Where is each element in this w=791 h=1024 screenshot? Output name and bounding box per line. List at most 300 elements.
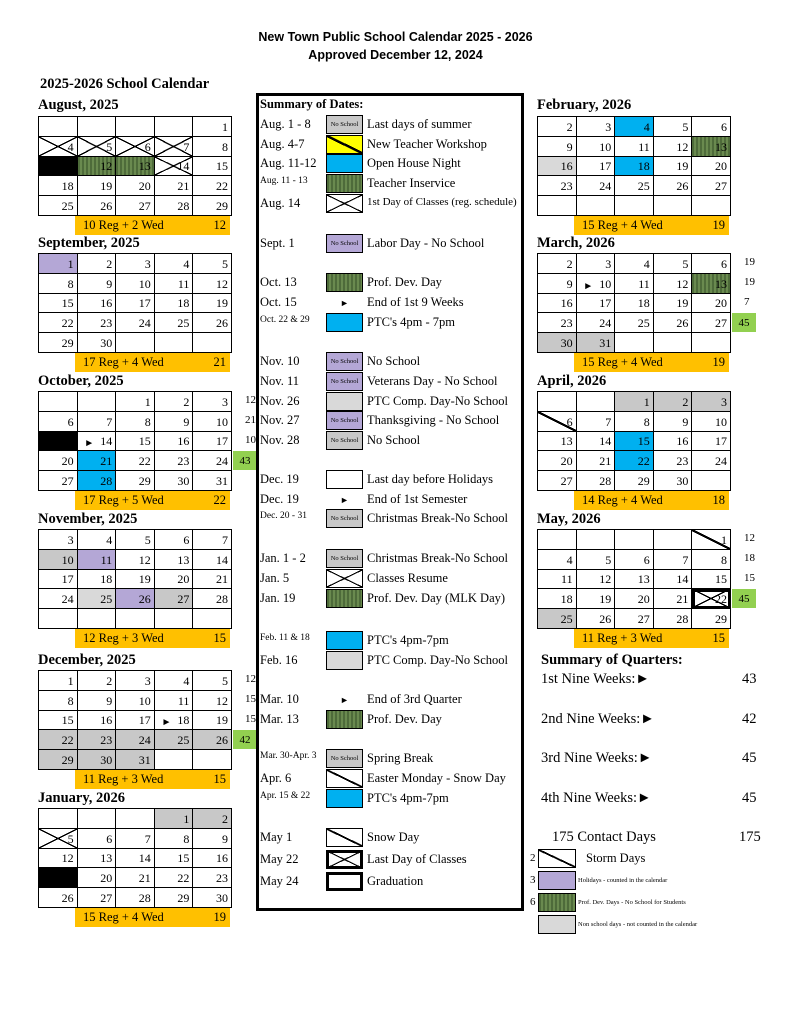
day-cell: 24 [39, 589, 78, 609]
day-cell: 21 [654, 589, 693, 609]
legend-label: Prof. Dev. Days - No School for Students [578, 899, 686, 906]
summary-swatch [326, 850, 363, 869]
day-cell: 5 [78, 137, 117, 157]
quarter-label: 1st Nine Weeks:► [541, 671, 650, 687]
summary-label: End of 3rd Quarter [367, 692, 462, 706]
summary-swatch: No School [326, 431, 363, 450]
legend-label: Non school days - not counted in the calendar [578, 921, 698, 928]
summary-total: 19 [712, 355, 725, 369]
summary-label: No School [367, 354, 421, 368]
summary-date: Aug. 1 - 8 [260, 117, 311, 131]
day-cell: 27 [39, 471, 78, 491]
quarter-label: 2nd Nine Weeks:► [541, 710, 655, 727]
day-cell: 12 [39, 849, 78, 869]
summary-swatch: ► [340, 694, 349, 705]
day-cell: 31 [577, 333, 616, 353]
month-summary [574, 216, 729, 235]
day-cell [155, 609, 194, 629]
day-cell [193, 333, 232, 353]
day-cell [116, 809, 155, 829]
day-cell: 2 [538, 117, 577, 137]
day-cell: 20 [538, 451, 577, 471]
day-cell: 22 [39, 313, 78, 333]
day-cell [39, 117, 78, 137]
day-cell: 28 [155, 196, 194, 216]
summary-date: Jan. 19 [260, 591, 296, 605]
summary-date: Nov. 28 [260, 433, 300, 447]
day-cell: 6 [39, 412, 78, 432]
day-cell: 31 [116, 750, 155, 770]
day-cell: 3 [577, 117, 616, 137]
day-cell: 11 [39, 157, 78, 177]
day-cell: 18 [39, 176, 78, 196]
day-cell: 28 [116, 888, 155, 908]
day-cell: 24 [116, 313, 155, 333]
day-cell: 20 [692, 294, 731, 314]
day-cell: 24 [692, 451, 731, 471]
summary-label: PTC's 4pm - 7pm [367, 315, 456, 329]
day-cell: 29 [615, 471, 654, 491]
legend-count: 6 [530, 896, 536, 908]
day-cell: 30 [78, 333, 117, 353]
summary-label: Spring Break [367, 751, 434, 765]
day-cell: 19 [39, 868, 78, 888]
summary-label: PTC Comp. Day-No School [367, 394, 508, 408]
summary-date: Aug. 14 [260, 196, 301, 210]
day-cell: 19 [116, 570, 155, 590]
summary-label: PTC's 4pm-7pm [367, 791, 449, 805]
day-cell: 14 [654, 570, 693, 590]
quarter-label: 3rd Nine Weeks:► [541, 750, 653, 766]
summary-label: End of 1st 9 Weeks [367, 295, 464, 309]
day-cell [39, 809, 78, 829]
side-count: 18 [744, 552, 755, 564]
day-cell: 20 [692, 157, 731, 177]
month-grid [38, 529, 232, 629]
summary-swatch [326, 769, 363, 788]
day-cell: 7 [577, 412, 616, 432]
day-cell: 17 [577, 294, 616, 314]
day-cell: 1 [615, 392, 654, 412]
day-cell: 14 [116, 849, 155, 869]
day-cell: 22 [116, 451, 155, 471]
day-cell: 12 [193, 691, 232, 711]
day-cell: 25 [538, 609, 577, 629]
day-cell: 7 [155, 137, 194, 157]
day-cell: 28 [577, 471, 616, 491]
day-cell: 5 [654, 117, 693, 137]
day-cell [615, 530, 654, 550]
day-cell: 20 [155, 570, 194, 590]
month-title: September, 2025 [38, 235, 140, 251]
day-cell: 24 [577, 313, 616, 333]
month-grid [537, 391, 731, 491]
day-cell: 15 [692, 570, 731, 590]
day-cell: 24 [577, 176, 616, 196]
summary-label: Prof. Dev. Day [367, 275, 442, 289]
month-summary [574, 353, 729, 372]
day-cell: 9 [155, 412, 194, 432]
day-cell [538, 530, 577, 550]
day-cell [654, 333, 693, 353]
day-cell: 11 [78, 550, 117, 570]
summary-date: Nov. 10 [260, 354, 300, 368]
day-cell: 30 [654, 471, 693, 491]
quarter-value: 45 [742, 789, 757, 806]
summary-swatch: No School [326, 115, 363, 134]
summary-date: Aug. 11 - 13 [260, 176, 308, 186]
day-cell [538, 392, 577, 412]
day-cell: 7 [78, 412, 117, 432]
day-cell: 28 [193, 589, 232, 609]
day-cell [193, 609, 232, 629]
day-cell: 20 [39, 451, 78, 471]
day-cell: 9 [538, 137, 577, 157]
month-summary [75, 629, 230, 648]
summary-reg: 11 Reg + 3 Wed [83, 772, 164, 786]
summary-date: Dec. 20 - 31 [260, 511, 307, 521]
day-cell: 21 [78, 451, 117, 471]
summary-total: 21 [213, 355, 226, 369]
day-cell: 15 [39, 711, 78, 731]
summary-label: Prof. Dev. Day (MLK Day) [367, 591, 506, 605]
month-title: February, 2026 [537, 97, 632, 113]
day-cell: ► 14 [78, 432, 117, 452]
day-cell: 27 [692, 313, 731, 333]
day-cell: 17 [692, 432, 731, 452]
summary-date: Mar. 13 [260, 712, 299, 726]
summary-label: Open House Night [367, 156, 461, 170]
day-cell: ► 10 [577, 274, 616, 294]
day-cell: 1 [692, 530, 731, 550]
summary-date: Oct. 13 [260, 275, 297, 289]
month-summary [574, 629, 729, 648]
day-cell: 15 [39, 294, 78, 314]
day-cell: 28 [654, 609, 693, 629]
day-cell: 4 [615, 254, 654, 274]
day-cell: 2 [78, 671, 117, 691]
side-count: 15 [245, 713, 256, 725]
summary-reg: 12 Reg + 3 Wed [83, 631, 164, 645]
day-cell: 13 [39, 432, 78, 452]
day-cell: 30 [155, 471, 194, 491]
day-cell: 10 [116, 274, 155, 294]
day-cell: 29 [39, 750, 78, 770]
side-count: 43 [233, 451, 257, 470]
summary-date: Nov. 27 [260, 413, 300, 427]
day-cell: 6 [538, 412, 577, 432]
day-cell: 15 [116, 432, 155, 452]
summary-date: Sept. 1 [260, 236, 295, 250]
day-cell: 23 [155, 451, 194, 471]
day-cell: 27 [116, 196, 155, 216]
day-cell: 11 [538, 570, 577, 590]
day-cell: 5 [116, 530, 155, 550]
day-cell: 30 [538, 333, 577, 353]
day-cell: 23 [538, 313, 577, 333]
day-cell: 6 [78, 829, 117, 849]
month-title: April, 2026 [537, 373, 607, 389]
summary-date: Oct. 15 [260, 295, 297, 309]
summary-reg: 15 Reg + 4 Wed [582, 355, 663, 369]
summary-swatch [326, 789, 363, 808]
summary-title: Summary of Dates: [260, 97, 364, 111]
day-cell: 13 [155, 550, 194, 570]
day-cell: 25 [615, 176, 654, 196]
day-cell: 22 [39, 730, 78, 750]
month-title: May, 2026 [537, 511, 601, 527]
summary-total: 18 [712, 493, 725, 507]
day-cell [155, 333, 194, 353]
day-cell: 7 [116, 829, 155, 849]
summary-swatch [326, 313, 363, 332]
day-cell [39, 609, 78, 629]
day-cell: 29 [116, 471, 155, 491]
day-cell: 14 [193, 550, 232, 570]
day-cell: 26 [193, 313, 232, 333]
day-cell: 11 [155, 274, 194, 294]
summary-date: May 24 [260, 874, 299, 888]
side-count: 19 [744, 276, 755, 288]
day-cell [78, 117, 117, 137]
side-count: 21 [245, 414, 256, 426]
day-cell [193, 750, 232, 770]
day-cell [116, 609, 155, 629]
day-cell: 10 [39, 550, 78, 570]
day-cell [78, 809, 117, 829]
summary-label: 1st Day of Classes (reg. schedule) [367, 196, 517, 208]
day-cell: 13 [692, 274, 731, 294]
month-grid [38, 670, 232, 770]
day-cell: 20 [116, 176, 155, 196]
summary-reg: 15 Reg + 4 Wed [582, 218, 663, 232]
day-cell: 20 [78, 868, 117, 888]
summary-date: Aug. 11-12 [260, 156, 317, 170]
summary-date: Feb. 11 & 18 [260, 633, 310, 643]
day-cell: 19 [193, 294, 232, 314]
summary-label: Christmas Break-No School [367, 551, 508, 565]
month-grid [537, 116, 731, 216]
day-cell: 13 [538, 432, 577, 452]
day-cell: 12 [654, 274, 693, 294]
day-cell: 29 [39, 333, 78, 353]
day-cell: 8 [193, 137, 232, 157]
summary-date: Mar. 30-Apr. 3 [260, 751, 317, 761]
month-title: October, 2025 [38, 373, 124, 389]
month-grid [38, 116, 232, 216]
day-cell: 18 [78, 570, 117, 590]
summary-label: Teacher Inservice [367, 176, 456, 190]
day-cell: 25 [78, 589, 117, 609]
quarters-title: Summary of Quarters: [541, 652, 683, 668]
day-cell: 22 [193, 176, 232, 196]
day-cell: 4 [615, 117, 654, 137]
legend-swatch [538, 915, 576, 934]
summary-reg: 15 Reg + 4 Wed [83, 910, 164, 924]
legend-label: Holidays - counted in the calendar [578, 877, 668, 884]
summary-label: PTC's 4pm-7pm [367, 633, 449, 647]
day-cell: 11 [615, 137, 654, 157]
day-cell: 8 [39, 691, 78, 711]
side-count: 45 [732, 313, 756, 332]
day-cell: 10 [193, 412, 232, 432]
month-grid [537, 529, 731, 629]
month-grid [38, 253, 232, 353]
day-cell: 8 [615, 412, 654, 432]
day-cell: 11 [615, 274, 654, 294]
summary-label: Last day before Holidays [367, 472, 494, 486]
day-cell: 14 [155, 157, 194, 177]
day-cell [615, 333, 654, 353]
day-cell: 12 [577, 570, 616, 590]
day-cell: 29 [155, 888, 194, 908]
summary-date: May 22 [260, 852, 299, 866]
day-cell: 1 [193, 117, 232, 137]
summary-swatch [326, 872, 363, 891]
day-cell [692, 196, 731, 216]
day-cell: 25 [39, 196, 78, 216]
day-cell [577, 196, 616, 216]
day-cell [654, 196, 693, 216]
day-cell: 4 [39, 137, 78, 157]
day-cell: 12 [116, 550, 155, 570]
day-cell: 10 [692, 412, 731, 432]
summary-date: Nov. 26 [260, 394, 300, 408]
summary-label: Classes Resume [367, 571, 448, 585]
summary-reg: 17 Reg + 5 Wed [83, 493, 164, 507]
day-cell: 3 [577, 254, 616, 274]
day-cell: ► 18 [155, 711, 194, 731]
day-cell: 5 [654, 254, 693, 274]
summary-label: Graduation [367, 874, 424, 888]
legend-swatch [538, 849, 576, 868]
day-cell: 21 [577, 451, 616, 471]
summary-label: Labor Day - No School [367, 236, 485, 250]
summary-date: Dec. 19 [260, 492, 299, 506]
summary-reg: 17 Reg + 4 Wed [83, 355, 164, 369]
day-cell: 3 [193, 392, 232, 412]
day-cell: 19 [78, 176, 117, 196]
day-cell: 24 [193, 451, 232, 471]
summary-swatch: No School [326, 749, 363, 768]
month-summary [574, 491, 729, 510]
quarter-label: 4th Nine Weeks:► [541, 789, 652, 806]
summary-date: Feb. 16 [260, 653, 298, 667]
day-cell: 7 [654, 550, 693, 570]
day-cell: 16 [654, 432, 693, 452]
day-cell [78, 392, 117, 412]
summary-swatch: No School [326, 234, 363, 253]
side-count: 7 [744, 296, 750, 308]
day-cell: 10 [577, 137, 616, 157]
summary-swatch: ► [340, 494, 349, 505]
month-summary [75, 353, 230, 372]
day-cell: 2 [538, 254, 577, 274]
day-cell: 12 [654, 137, 693, 157]
month-grid [38, 808, 232, 908]
summary-date: Oct. 22 & 29 [260, 315, 310, 325]
summary-label: Snow Day [367, 830, 420, 844]
side-count: 12 [744, 532, 755, 544]
month-grid [38, 391, 232, 491]
day-cell: 29 [193, 196, 232, 216]
day-cell: 17 [39, 570, 78, 590]
day-cell: 5 [39, 829, 78, 849]
summary-swatch: No School [326, 411, 363, 430]
summary-label: Christmas Break-No School [367, 511, 508, 525]
day-cell: 9 [78, 274, 117, 294]
summary-label: Thanksgiving - No School [367, 413, 500, 427]
day-cell: 8 [39, 274, 78, 294]
day-cell: 8 [692, 550, 731, 570]
day-cell [116, 333, 155, 353]
summary-label: Prof. Dev. Day [367, 712, 442, 726]
day-cell: 23 [78, 730, 117, 750]
day-cell: 15 [193, 157, 232, 177]
summary-label: New Teacher Workshop [367, 137, 487, 151]
summary-swatch [326, 174, 363, 193]
day-cell: 21 [193, 570, 232, 590]
summary-swatch [326, 194, 363, 213]
legend-label: Storm Days [586, 851, 646, 865]
day-cell: 30 [78, 750, 117, 770]
day-cell: 18 [615, 157, 654, 177]
day-cell: 16 [78, 294, 117, 314]
side-count: 10 [245, 434, 256, 446]
month-summary [75, 770, 230, 789]
summary-reg: 11 Reg + 3 Wed [582, 631, 663, 645]
day-cell: 29 [692, 609, 731, 629]
day-cell: 13 [78, 849, 117, 869]
side-count: 15 [245, 693, 256, 705]
day-cell: 4 [78, 530, 117, 550]
month-grid [537, 253, 731, 353]
summary-reg: 10 Reg + 2 Wed [83, 218, 164, 232]
day-cell: 26 [116, 589, 155, 609]
day-cell: 21 [155, 176, 194, 196]
day-cell: 7 [193, 530, 232, 550]
day-cell: 26 [193, 730, 232, 750]
day-cell: 18 [538, 589, 577, 609]
day-cell: 23 [654, 451, 693, 471]
day-cell: 6 [155, 530, 194, 550]
day-cell: 25 [615, 313, 654, 333]
day-cell [155, 117, 194, 137]
day-cell: 8 [116, 412, 155, 432]
summary-label: Easter Monday - Snow Day [367, 771, 506, 785]
summary-swatch [326, 135, 363, 154]
day-cell: 5 [193, 671, 232, 691]
day-cell: 26 [654, 176, 693, 196]
day-cell: 4 [538, 550, 577, 570]
summary-date: Nov. 11 [260, 374, 300, 388]
day-cell: 13 [116, 157, 155, 177]
day-cell: 3 [116, 254, 155, 274]
day-cell: 31 [193, 471, 232, 491]
day-cell: 8 [155, 829, 194, 849]
summary-date: May 1 [260, 830, 293, 844]
day-cell: 26 [577, 609, 616, 629]
day-cell: 1 [39, 671, 78, 691]
day-cell: 9 [78, 691, 117, 711]
day-cell: 3 [39, 530, 78, 550]
summary-total: 15 [213, 772, 226, 786]
day-cell: 5 [193, 254, 232, 274]
side-count: 45 [732, 589, 756, 608]
summary-swatch: No School [326, 549, 363, 568]
day-cell [577, 392, 616, 412]
day-cell: 4 [155, 254, 194, 274]
